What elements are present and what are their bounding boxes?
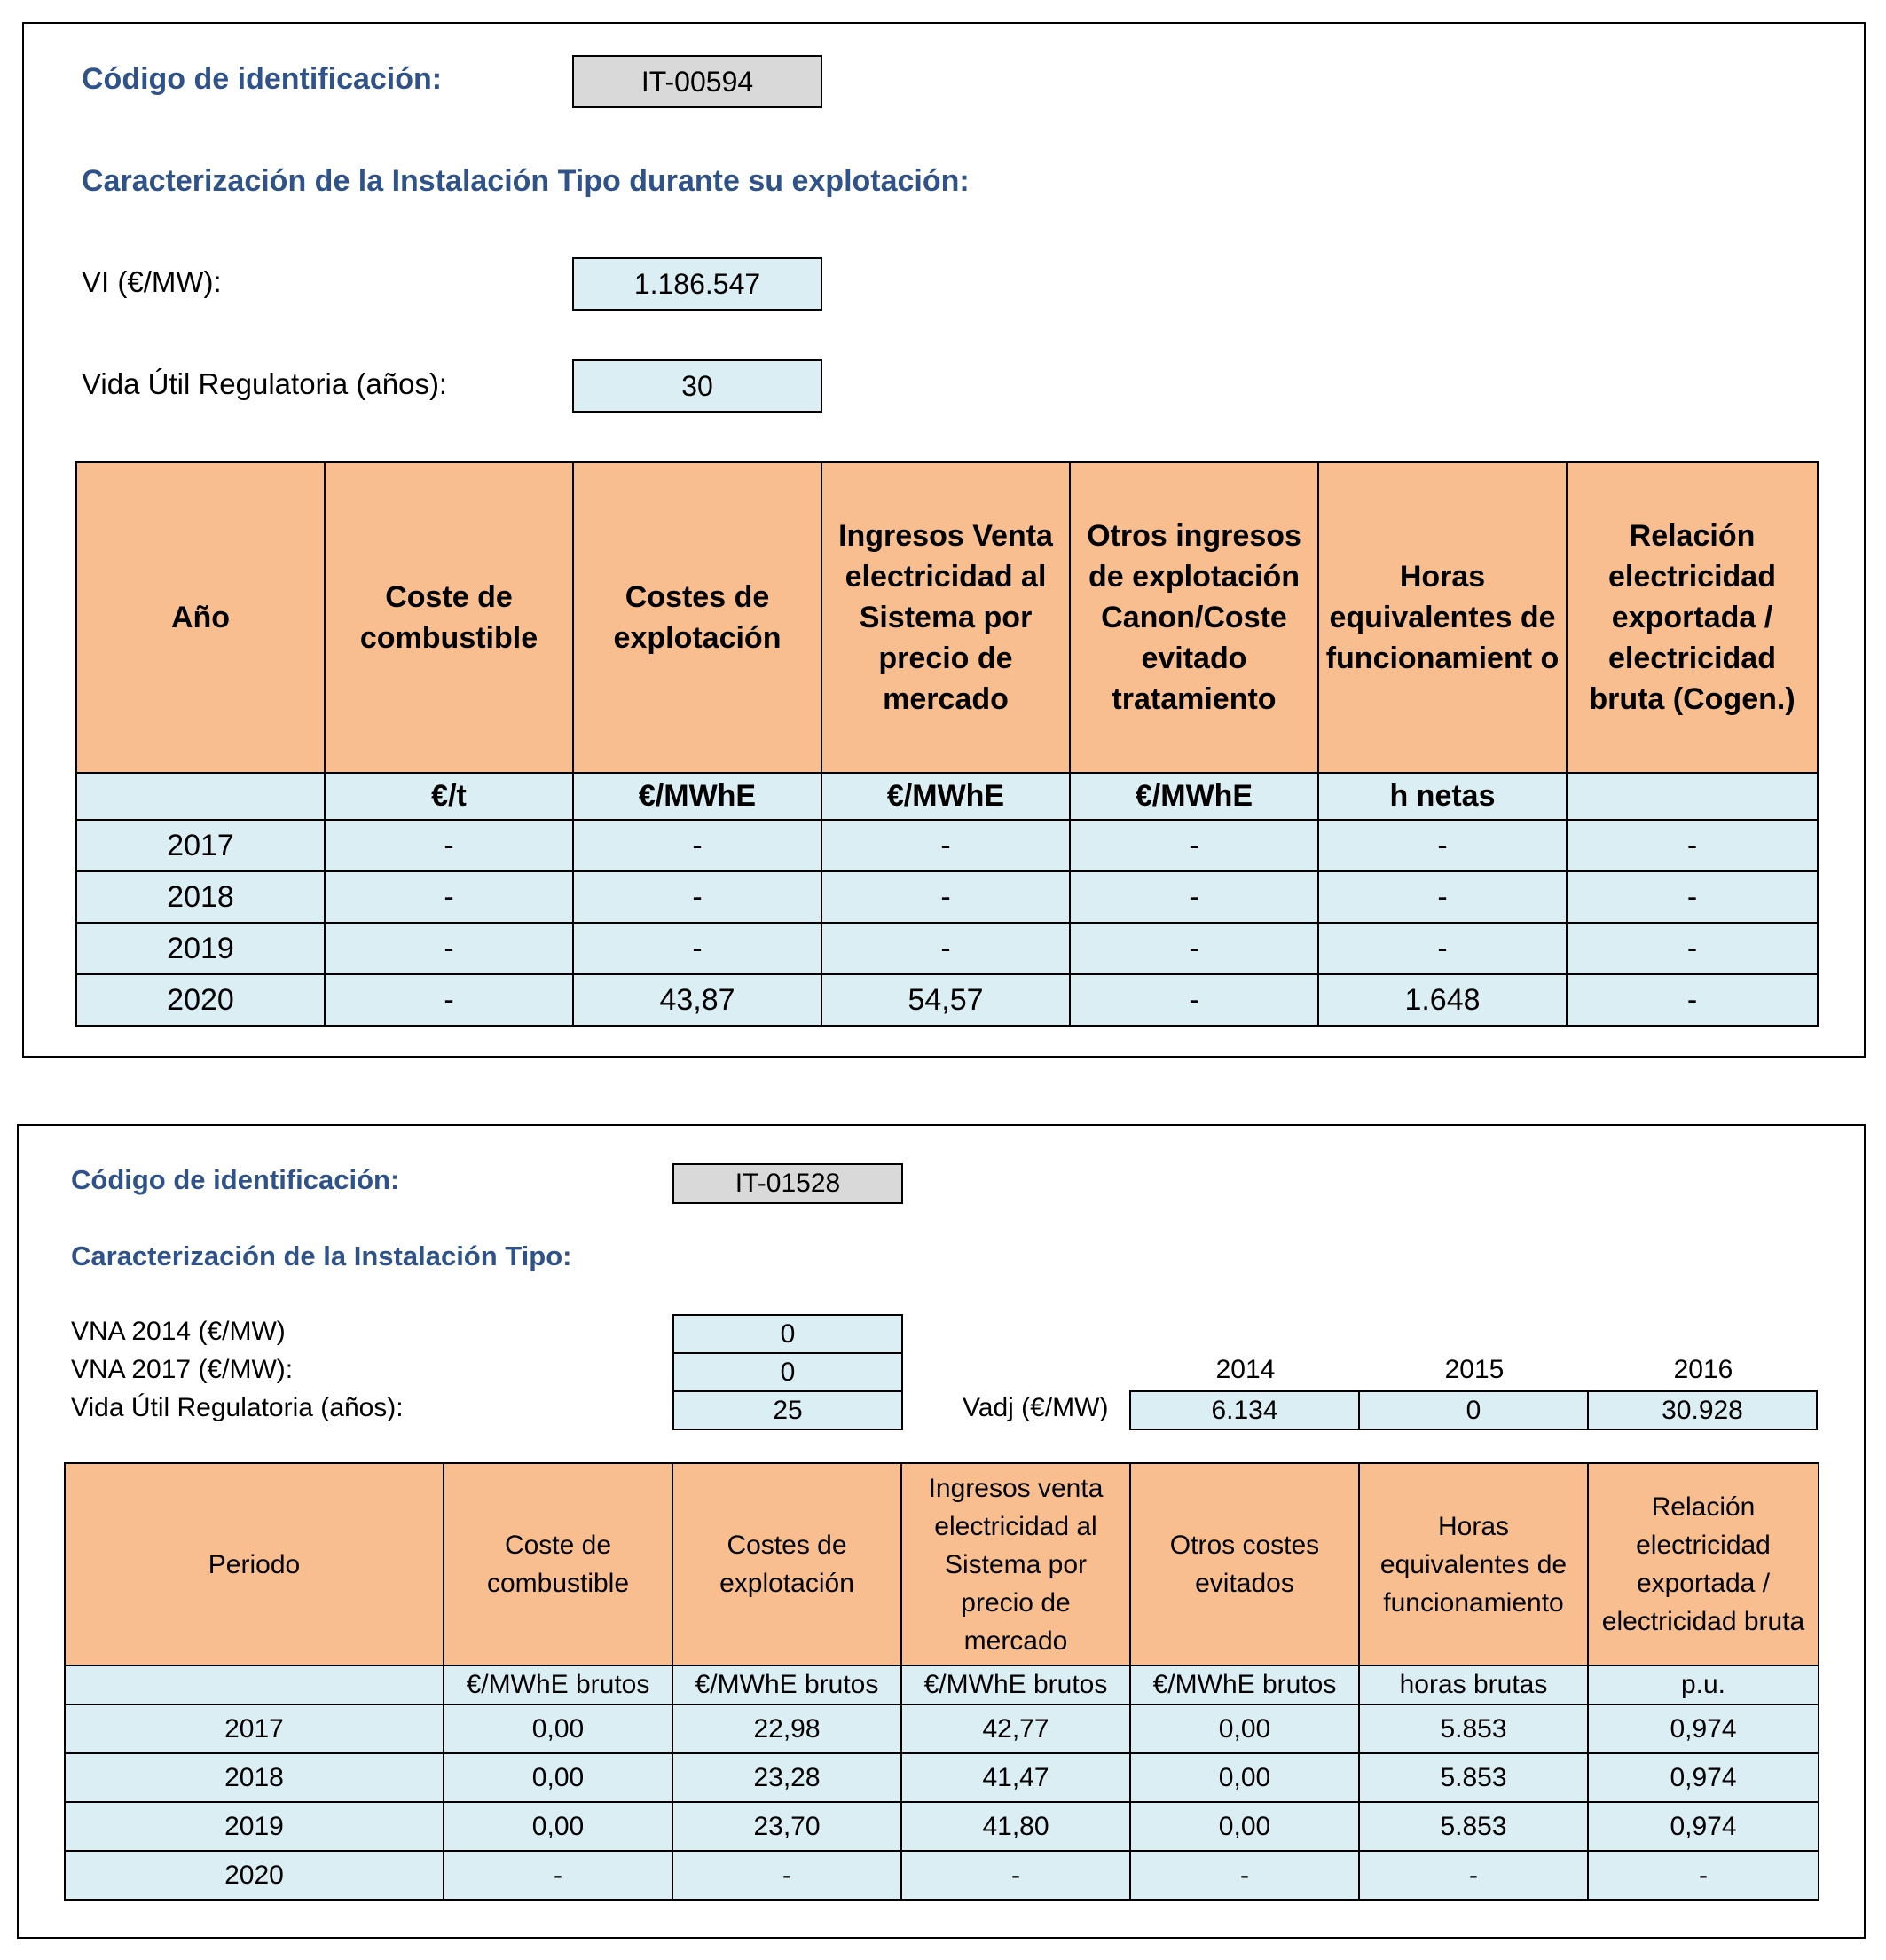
table-cell: - <box>821 871 1070 923</box>
header-cell: Horas equivalentes de funcionamient o <box>1318 462 1567 773</box>
unit-cell: h netas <box>1318 773 1567 820</box>
table-cell: 2017 <box>65 1704 444 1753</box>
unit-cell: horas brutas <box>1359 1665 1588 1704</box>
table-units-row <box>65 1665 1819 1704</box>
table-cell: - <box>1318 871 1567 923</box>
table-cell: 0,00 <box>1130 1802 1359 1851</box>
vida-util-label: Vida Útil Regulatoria (años): <box>71 1393 404 1422</box>
table-row <box>65 1753 1819 1802</box>
vna-2014-value-box: 0 <box>672 1314 903 1354</box>
table-cell: 0,974 <box>1588 1704 1819 1753</box>
table-cell: 42,77 <box>901 1704 1130 1753</box>
unit-cell: p.u. <box>1588 1665 1819 1704</box>
table-cell: 43,87 <box>573 974 821 1026</box>
table-cell: - <box>444 1851 672 1900</box>
unit-cell <box>76 773 325 820</box>
table-cell: 2020 <box>76 974 325 1026</box>
table-row <box>76 871 1818 923</box>
code-value-box: IT-01528 <box>672 1163 903 1204</box>
table-cell: - <box>325 923 573 974</box>
table-cell: - <box>325 871 573 923</box>
table-cell: 0,00 <box>444 1753 672 1802</box>
header-cell: Costes de explotación <box>672 1463 901 1665</box>
table-row <box>76 974 1818 1026</box>
table-cell: 5.853 <box>1359 1704 1588 1753</box>
unit-cell: €/t <box>325 773 573 820</box>
vadj-year-2015: 2015 <box>1444 1355 1505 1384</box>
header-cell: Ingresos Venta electricidad al Sistema por precio de mercado <box>821 462 1070 773</box>
unit-cell: €/MWhE <box>573 773 821 820</box>
table-cell: - <box>325 974 573 1026</box>
table-cell: - <box>573 923 821 974</box>
code-label: Código de identificación: <box>82 62 443 96</box>
header-cell: Relación electricidad exportada / electricidad bruta (Cogen.) <box>1567 462 1818 773</box>
table-cell: - <box>1567 871 1818 923</box>
table-cell: - <box>1588 1851 1819 1900</box>
table-cell: 0,00 <box>1130 1704 1359 1753</box>
vida-util-label: Vida Útil Regulatoria (años): <box>82 367 448 400</box>
table-cell: 2018 <box>65 1753 444 1802</box>
table-cell: - <box>821 923 1070 974</box>
section-title: Caracterización de la Instalación Tipo: <box>71 1240 572 1271</box>
table-cell: 2018 <box>76 871 325 923</box>
table-cell: 0,974 <box>1588 1753 1819 1802</box>
table-cell: 5.853 <box>1359 1753 1588 1802</box>
table-cell: - <box>1130 1851 1359 1900</box>
table-cell: 2020 <box>65 1851 444 1900</box>
explotacion-table-2 <box>64 1462 1819 1901</box>
unit-cell: €/MWhE <box>821 773 1070 820</box>
header-cell: Horas equivalentes de funcionamiento <box>1359 1463 1588 1665</box>
table-cell: 23,28 <box>672 1753 901 1802</box>
table-header-row <box>65 1463 1819 1665</box>
vadj-value-2015: 0 <box>1358 1390 1589 1430</box>
header-cell: Coste de combustible <box>325 462 573 773</box>
table-row <box>76 923 1818 974</box>
table-row <box>76 820 1818 871</box>
table-cell: 0,00 <box>444 1704 672 1753</box>
header-cell: Periodo <box>65 1463 444 1665</box>
table-cell: - <box>901 1851 1130 1900</box>
table-cell: - <box>821 820 1070 871</box>
vida-util-value-box: 25 <box>672 1390 903 1430</box>
table-cell: - <box>573 871 821 923</box>
vida-util-value-box: 30 <box>572 359 822 413</box>
table-cell: 0,974 <box>1588 1802 1819 1851</box>
vi-label: VI (€/MW): <box>82 265 222 298</box>
table-cell: 41,80 <box>901 1802 1130 1851</box>
explotacion-table-1 <box>75 461 1819 1027</box>
table-cell: - <box>1567 923 1818 974</box>
table-cell: - <box>1070 820 1318 871</box>
unit-cell: €/MWhE brutos <box>901 1665 1130 1704</box>
table-cell: - <box>1567 974 1818 1026</box>
vadj-year-2016: 2016 <box>1673 1355 1733 1384</box>
unit-cell: €/MWhE brutos <box>1130 1665 1359 1704</box>
vadj-value-2016: 30.928 <box>1587 1390 1818 1430</box>
table-cell: - <box>1318 923 1567 974</box>
vna-2017-label: VNA 2017 (€/MW): <box>71 1355 294 1384</box>
code-value-box: IT-00594 <box>572 55 822 108</box>
vadj-label: Vadj (€/MW) <box>963 1393 1109 1422</box>
table-header-row <box>76 462 1818 773</box>
table-cell: - <box>1318 820 1567 871</box>
vadj-value-2014: 6.134 <box>1129 1390 1360 1430</box>
table-cell: - <box>573 820 821 871</box>
table-row <box>65 1851 1819 1900</box>
table-cell: 22,98 <box>672 1704 901 1753</box>
vna-2017-value-box: 0 <box>672 1352 903 1392</box>
table-cell: - <box>1070 871 1318 923</box>
table-cell: 0,00 <box>1130 1753 1359 1802</box>
table-cell: 2019 <box>76 923 325 974</box>
table-cell: - <box>325 820 573 871</box>
table-cell: 2017 <box>76 820 325 871</box>
unit-cell: €/MWhE brutos <box>444 1665 672 1704</box>
table-cell: - <box>672 1851 901 1900</box>
table-cell: - <box>1567 820 1818 871</box>
table-cell: 41,47 <box>901 1753 1130 1802</box>
header-cell: Costes de explotación <box>573 462 821 773</box>
table-cell: - <box>1070 923 1318 974</box>
table-cell: 0,00 <box>444 1802 672 1851</box>
vadj-year-2014: 2014 <box>1215 1355 1276 1384</box>
vi-value-box: 1.186.547 <box>572 257 822 311</box>
header-cell: Otros costes evitados <box>1130 1463 1359 1665</box>
vna-2014-label: VNA 2014 (€/MW) <box>71 1317 286 1346</box>
table-cell: - <box>1070 974 1318 1026</box>
table-cell: 54,57 <box>821 974 1070 1026</box>
unit-cell: €/MWhE <box>1070 773 1318 820</box>
header-cell: Relación electricidad exportada / electricidad bruta <box>1588 1463 1819 1665</box>
code-label: Código de identificación: <box>71 1164 400 1195</box>
table-row <box>65 1802 1819 1851</box>
table-cell: 5.853 <box>1359 1802 1588 1851</box>
section-title: Caracterización de la Instalación Tipo durante su explotación: <box>82 164 970 198</box>
unit-cell: €/MWhE brutos <box>672 1665 901 1704</box>
table-units-row <box>76 773 1818 820</box>
unit-cell <box>65 1665 444 1704</box>
header-cell: Coste de combustible <box>444 1463 672 1665</box>
header-cell: Otros ingresos de explotación Canon/Coste evitado tratamiento <box>1070 462 1318 773</box>
table-cell: - <box>1359 1851 1588 1900</box>
table-cell: 23,70 <box>672 1802 901 1851</box>
header-cell: Ingresos venta electricidad al Sistema por precio de mercado <box>901 1463 1130 1665</box>
table-row <box>65 1704 1819 1753</box>
table-cell: 2019 <box>65 1802 444 1851</box>
table-cell: 1.648 <box>1318 974 1567 1026</box>
unit-cell <box>1567 773 1818 820</box>
header-cell: Año <box>76 462 325 773</box>
